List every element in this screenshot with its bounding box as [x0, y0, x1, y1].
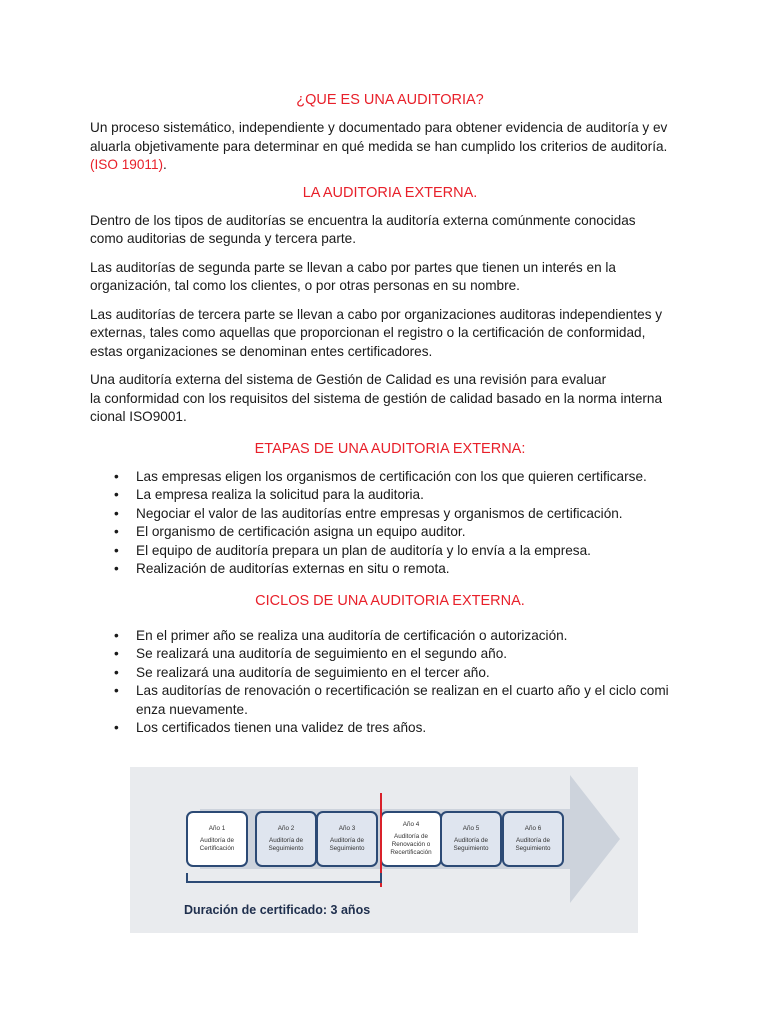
year-label: Año 4	[402, 821, 420, 828]
list-item	[90, 682, 690, 719]
heading-etapas: ETAPAS DE UNA AUDITORIA EXTERNA:	[254, 440, 526, 457]
duration-bracket	[186, 873, 382, 883]
year-box-1	[186, 811, 248, 867]
text-line: estas organizaciones se denominan entes certificadores.	[90, 343, 433, 359]
year-description: Auditoría de Seguimiento	[268, 837, 304, 852]
heading-auditoria-externa: LA AUDITORIA EXTERNA.	[302, 184, 478, 201]
text-line: la conformidad con los requisitos del sistema de gestión de calidad basado en la norma interna	[90, 390, 663, 406]
year-label: Año 2	[277, 825, 295, 832]
year-label: Año 1	[208, 825, 226, 832]
audit-cycle-diagram	[130, 767, 638, 933]
text-line: Dentro de los tipos de auditorías se encuentra la auditoría externa comúnmente conocidas	[90, 212, 636, 228]
iso-reference: (ISO 19011)	[90, 157, 164, 172]
year-box-5	[440, 811, 502, 867]
year-description: Auditoría de Seguimiento	[453, 837, 489, 852]
year-description: Auditoría de Certificación	[199, 837, 235, 852]
definition-line: aluarla objetivamente para determinar en qué medida se han cumplido los criterios de auditoría.	[90, 138, 668, 154]
text-line: cional ISO9001.	[90, 409, 187, 424]
text-line: Las auditorías de segunda parte se llevan a cabo por partes que tienen un interés en la	[90, 259, 616, 275]
paragraph-segunda-parte	[90, 259, 690, 296]
list-item: • La empresa realiza la solicitud para la auditoria.	[90, 486, 690, 505]
year-box-2	[255, 811, 317, 867]
text-line: organización, tal como los clientes, o por otras personas en su nombre.	[90, 278, 520, 293]
list-item: • El equipo de auditoría prepara un plan de auditoría y lo envía a la empresa.	[90, 542, 690, 561]
duration-label: Duración de certificado: 3 años	[184, 903, 371, 917]
heading-que-es: ¿QUE ES UNA AUDITORIA?	[296, 92, 484, 108]
text-line: Una auditoría externa del sistema de Gestión de Calidad es una revisión para evaluar	[90, 372, 607, 387]
text-line: como auditorias de segunda y tercera parte.	[90, 231, 356, 246]
year-label: Año 5	[462, 825, 480, 832]
text-line: Las auditorías de tercera parte se llevan a cabo por organizaciones auditoras independientes y	[90, 306, 663, 322]
year-label: Año 3	[338, 825, 356, 832]
list-item: • El organismo de certificación asigna un equipo auditor.	[90, 523, 690, 542]
year-label: Año 6	[524, 825, 542, 832]
paragraph-tercera-parte	[90, 306, 690, 362]
year-box-4	[380, 811, 442, 867]
reference-period: .	[163, 157, 167, 172]
year-box-6	[502, 811, 564, 867]
list-item: • Se realizará una auditoría de seguimiento en el segundo año.	[90, 645, 690, 664]
definition-paragraph	[90, 119, 690, 175]
etapas-list	[90, 468, 690, 579]
list-item: • Realización de auditorías externas en situ o remota.	[90, 560, 690, 579]
list-item: • Negociar el valor de las auditorías entre empresas y organismos de certificación.	[90, 505, 690, 524]
list-item: • Los certificados tienen una validez de tres años.	[90, 719, 690, 738]
paragraph-tipos	[90, 212, 690, 249]
year-description: Auditoría de Seguimiento	[515, 837, 551, 852]
ciclos-list	[90, 627, 690, 738]
definition-line: Un proceso sistemático, independiente y documentado para obtener evidencia de auditoría y ev	[90, 120, 668, 135]
year-box-3	[316, 811, 378, 867]
document-body	[90, 92, 690, 750]
list-item-text: enza nuevamente.	[136, 701, 248, 717]
year-description: Auditoría de Seguimiento	[329, 837, 365, 852]
list-item: • En el primer año se realiza una auditoría de certificación o autorización.	[90, 627, 690, 646]
year-description: Auditoría de Renovación o Recertificación	[390, 833, 432, 856]
list-item: • Se realizará una auditoría de seguimiento en el tercer año.	[90, 664, 690, 683]
list-item-text: Las auditorías de renovación o recertificación se realizan en el cuarto año y el ciclo comi	[136, 683, 669, 698]
text-line: externas, tales como aquellas que proporcionan el registro o la certificación de conformidad,	[90, 325, 646, 340]
paragraph-gestion-calidad	[90, 371, 690, 427]
list-item: • Las empresas eligen los organismos de certificación con los que quieren certificarse.	[90, 468, 690, 487]
heading-ciclos: CICLOS DE UNA AUDITORIA EXTERNA.	[255, 592, 525, 609]
